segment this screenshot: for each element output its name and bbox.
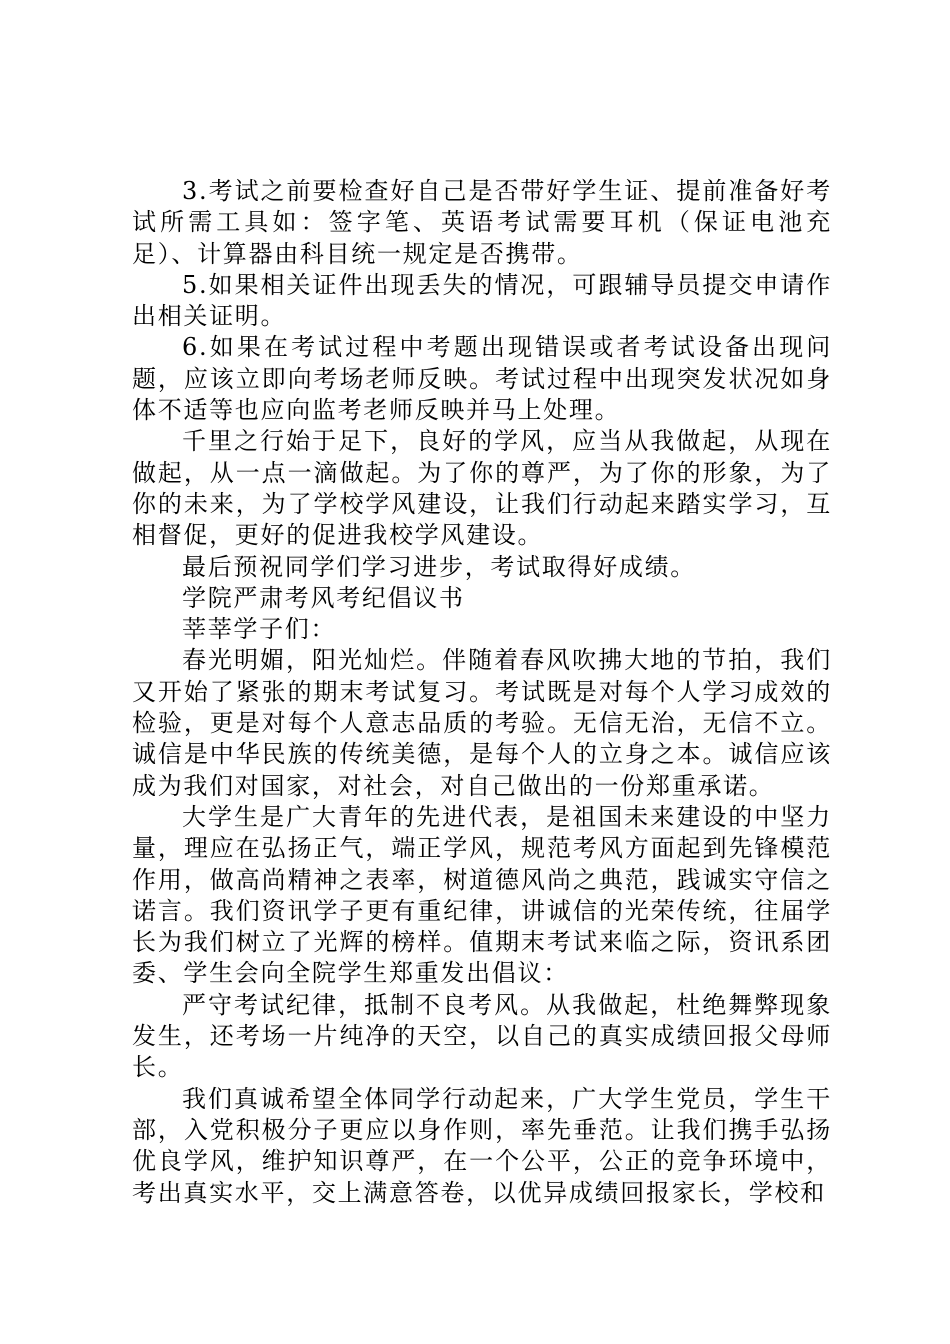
- paragraph-study-style: 千里之行始于足下，良好的学风，应当从我做起，从现在做起，从一点一滴做起。为了你的尊严，为了你的形象，为了你的未来，为了学校学风建设，让我们行动起来踏实学习，互相督促，更好的促进我校学风建设。: [132, 427, 832, 550]
- paragraph-students: 大学生是广大青年的先进代表，是祖国未来建设的中坚力量，理应在弘扬正气，端正学风，规范考风方面起到先锋模范作用，做高尚精神之表率，树道德风尚之典范，践诚实守信之诺言。我们资讯学子更有重纪律，讲诚信的光荣传统，往届学长为我们树立了光辉的榜样。值期末考试来临之际，资讯系团委、学生会向全院学生郑重发出倡议：: [132, 802, 832, 988]
- salutation: 莘莘学子们：: [182, 615, 337, 644]
- paragraph-item-5: 5.如果相关证件出现丢失的情况，可跟辅导员提交申请作出相关证明。: [132, 270, 832, 331]
- paragraph-discipline: 严守考试纪律，抵制不良考风。从我做起，杜绝舞弊现象发生，还考场一片纯净的天空，以自己的真实成绩回报父母师长。: [132, 990, 832, 1082]
- paragraph-spring: 春光明媚，阳光灿烂。伴随着春风吹拂大地的节拍，我们又开始了紧张的期末考试复习。考试既是对每个人学习成效的检验，更是对每个人意志品质的考验。无信无治，无信不立。诚信是中华民族的传统美德，是每个人的立身之本。诚信应该成为我们对国家，对社会，对自己做出的一份郑重承诺。: [132, 646, 832, 800]
- paragraph-item-3: 3.考试之前要检查好自己是否带好学生证、提前准备好考试所需工具如：签字笔、英语考试需要耳机（保证电池充足）、计算器由科目统一规定是否携带。: [132, 177, 832, 268]
- paragraph-item-6: 6.如果在考试过程中考题出现错误或者考试设备出现问题，应该立即向考场老师反映。考试过程中出现突发状况如身体不适等也应向监考老师反映并马上处理。: [132, 333, 832, 425]
- paragraph-hope: 我们真诚希望全体同学行动起来，广大学生党员，学生干部，入党积极分子更应以身作则，率先垂范。让我们携手弘扬优良学风，维护知识尊严，在一个公平，公正的竞争环境中，考出真实水平，交上满意答卷，以优异成绩回报家长，学校和: [132, 1084, 832, 1207]
- document-body: [132, 176, 832, 1209]
- proposal-title: 学院严肃考风考纪倡议书: [182, 583, 465, 612]
- paragraph-wishes: 最后预祝同学们学习进步，考试取得好成绩。: [182, 552, 696, 581]
